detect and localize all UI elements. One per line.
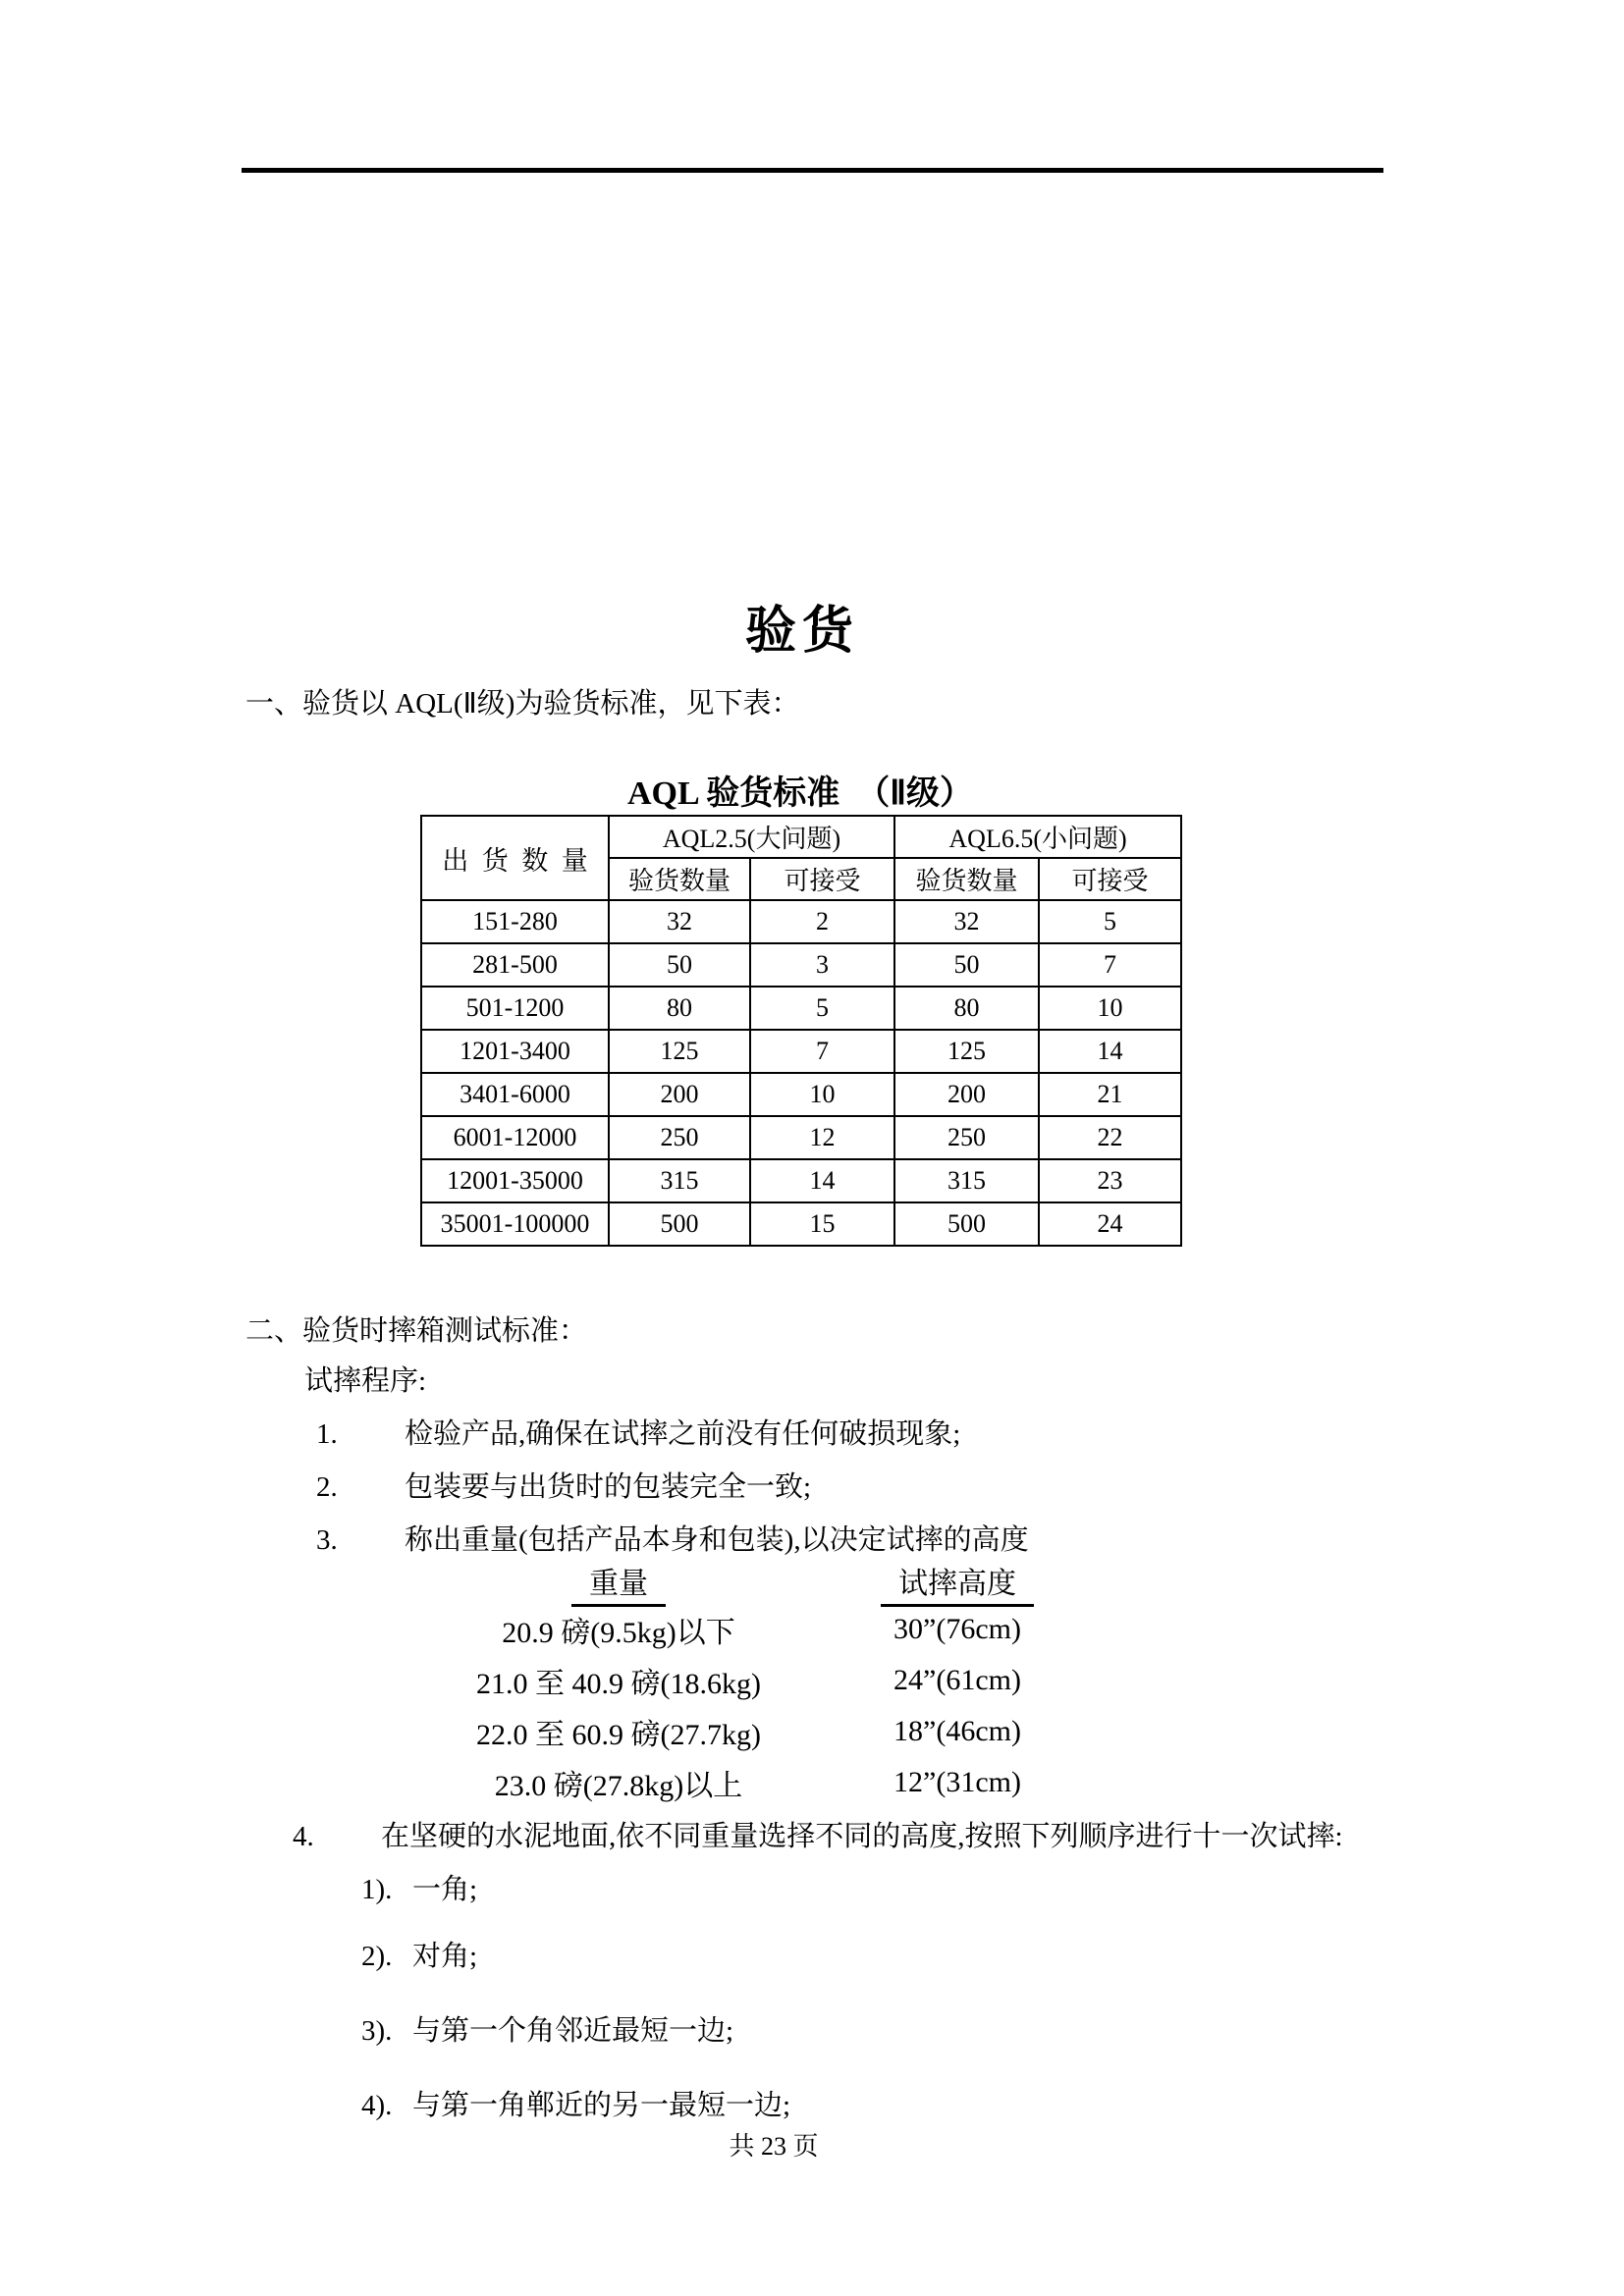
aql-cell: 7 (1039, 943, 1181, 987)
procedure-step-2 (316, 1465, 811, 1505)
aql-cell: 10 (1039, 987, 1181, 1030)
aql-table-row (421, 943, 1181, 987)
drop-sequence-item-4 (361, 2083, 790, 2123)
aql-table (420, 815, 1182, 1247)
weight-value: 21.0 至 40.9 磅(18.6kg) (476, 1668, 761, 1700)
procedure-step-1 (316, 1412, 960, 1452)
aql-sub-header-inspect-qty-1: 验货数量 (609, 858, 750, 900)
aql-header-row-groups (421, 816, 1181, 858)
aql-cell: 200 (894, 1073, 1039, 1116)
weight-table-row (393, 1604, 1070, 1655)
height-col-header: 试摔高度 (881, 1559, 1034, 1607)
height-value: 30”(76cm) (893, 1613, 1021, 1645)
procedure-step-4 (293, 1814, 1343, 1854)
aql-quantity-header: 出 货 数 量 (421, 816, 609, 900)
item-number: 3). (361, 2015, 393, 2047)
drop-sequence-item-3 (361, 2008, 733, 2049)
height-value: 24”(61cm) (893, 1664, 1021, 1696)
aql-cell: 125 (894, 1030, 1039, 1073)
step-number: 4. (293, 1821, 314, 1852)
step-text: 称出重量(包括产品本身和包装),以决定试摔的高度 (405, 1524, 1029, 1556)
weight-value: 23.0 磅(27.8kg)以上 (494, 1770, 743, 1802)
aql-cell: 200 (609, 1073, 750, 1116)
aql-cell: 125 (609, 1030, 750, 1073)
aql-cell: 5 (1039, 900, 1181, 943)
aql-table-row (421, 1116, 1181, 1159)
page-title: 验货 (744, 604, 859, 660)
aql-cell: 151-280 (421, 900, 609, 943)
aql-cell: 14 (750, 1159, 894, 1202)
drop-sequence-item-2 (361, 1934, 477, 1974)
aql-cell: 80 (609, 987, 750, 1030)
aql-cell: 32 (894, 900, 1039, 943)
aql-cell: 80 (894, 987, 1039, 1030)
step-number: 1. (316, 1418, 338, 1450)
aql-group-header-major: AQL2.5(大问题) (609, 816, 894, 858)
weight-table-row (393, 1706, 1070, 1757)
weight-height-table (393, 1559, 1070, 1808)
aql-table-row (421, 1073, 1181, 1116)
item-text: 一角; (412, 1874, 478, 1905)
aql-cell: 10 (750, 1073, 894, 1116)
weight-table-row (393, 1757, 1070, 1808)
aql-cell: 3 (750, 943, 894, 987)
item-number: 4). (361, 2090, 393, 2121)
aql-table-row (421, 1030, 1181, 1073)
weight-col-header-wrap (393, 1559, 844, 1607)
item-text: 与第一个角邻近最短一边; (412, 2015, 734, 2047)
aql-cell: 501-1200 (421, 987, 609, 1030)
drop-sequence-item-1 (361, 1867, 477, 1907)
aql-table-row (421, 987, 1181, 1030)
header-rule (242, 168, 1383, 173)
aql-cell: 12001-35000 (421, 1159, 609, 1202)
item-text: 与第一角郸近的另一最短一边; (412, 2090, 791, 2121)
drop-procedure-label: 试摔程序: (304, 1365, 427, 1397)
section2-heading: 二、验货时摔箱测试标准： (245, 1315, 588, 1347)
aql-cell: 281-500 (421, 943, 609, 987)
aql-cell: 32 (609, 900, 750, 943)
aql-cell: 22 (1039, 1116, 1181, 1159)
aql-cell: 250 (894, 1116, 1039, 1159)
aql-cell: 15 (750, 1202, 894, 1246)
step-text: 包装要与出货时的包装完全一致; (405, 1471, 812, 1503)
aql-sub-header-acceptable-1: 可接受 (750, 858, 894, 900)
aql-table-row (421, 1202, 1181, 1246)
aql-cell: 315 (894, 1159, 1039, 1202)
aql-cell: 24 (1039, 1202, 1181, 1246)
step-text: 在坚硬的水泥地面,依不同重量选择不同的高度,按照下列顺序进行十一次试摔: (381, 1821, 1343, 1852)
aql-sub-header-inspect-qty-2: 验货数量 (894, 858, 1039, 900)
aql-cell: 315 (609, 1159, 750, 1202)
aql-cell: 50 (609, 943, 750, 987)
weight-table-row (393, 1655, 1070, 1706)
item-number: 2). (361, 1941, 393, 1972)
step-number: 3. (316, 1524, 338, 1556)
aql-cell: 2 (750, 900, 894, 943)
weight-value: 22.0 至 60.9 磅(27.7kg) (476, 1719, 761, 1751)
procedure-step-3 (316, 1518, 1029, 1558)
aql-cell: 12 (750, 1116, 894, 1159)
aql-cell: 50 (894, 943, 1039, 987)
weight-value: 20.9 磅(9.5kg)以下 (502, 1617, 735, 1649)
section1-heading: 一、验货以 AQL(Ⅱ级)为验货标准，见下表： (245, 688, 800, 720)
aql-sub-header-acceptable-2: 可接受 (1039, 858, 1181, 900)
weight-col-header: 重量 (571, 1559, 666, 1607)
step-number: 2. (316, 1471, 338, 1503)
weight-table-header-row (393, 1559, 1070, 1604)
aql-cell: 500 (609, 1202, 750, 1246)
item-text: 对角; (412, 1941, 478, 1972)
aql-cell: 500 (894, 1202, 1039, 1246)
aql-cell: 6001-12000 (421, 1116, 609, 1159)
height-col-header-wrap (844, 1559, 1070, 1607)
aql-cell: 21 (1039, 1073, 1181, 1116)
page-footer: 共 23 页 (729, 2132, 819, 2161)
aql-table-row (421, 1159, 1181, 1202)
aql-cell: 1201-3400 (421, 1030, 609, 1073)
height-value: 12”(31cm) (893, 1766, 1021, 1798)
aql-cell: 23 (1039, 1159, 1181, 1202)
aql-cell: 5 (750, 987, 894, 1030)
aql-table-title: AQL 验货标准 （Ⅱ级） (626, 775, 974, 812)
aql-cell: 7 (750, 1030, 894, 1073)
aql-table-row (421, 900, 1181, 943)
step-text: 检验产品,确保在试摔之前没有任何破损现象; (405, 1418, 961, 1450)
aql-group-header-minor: AQL6.5(小问题) (894, 816, 1181, 858)
item-number: 1). (361, 1874, 393, 1905)
aql-cell: 35001-100000 (421, 1202, 609, 1246)
aql-cell: 250 (609, 1116, 750, 1159)
height-value: 18”(46cm) (893, 1715, 1021, 1747)
aql-cell: 3401-6000 (421, 1073, 609, 1116)
aql-cell: 14 (1039, 1030, 1181, 1073)
